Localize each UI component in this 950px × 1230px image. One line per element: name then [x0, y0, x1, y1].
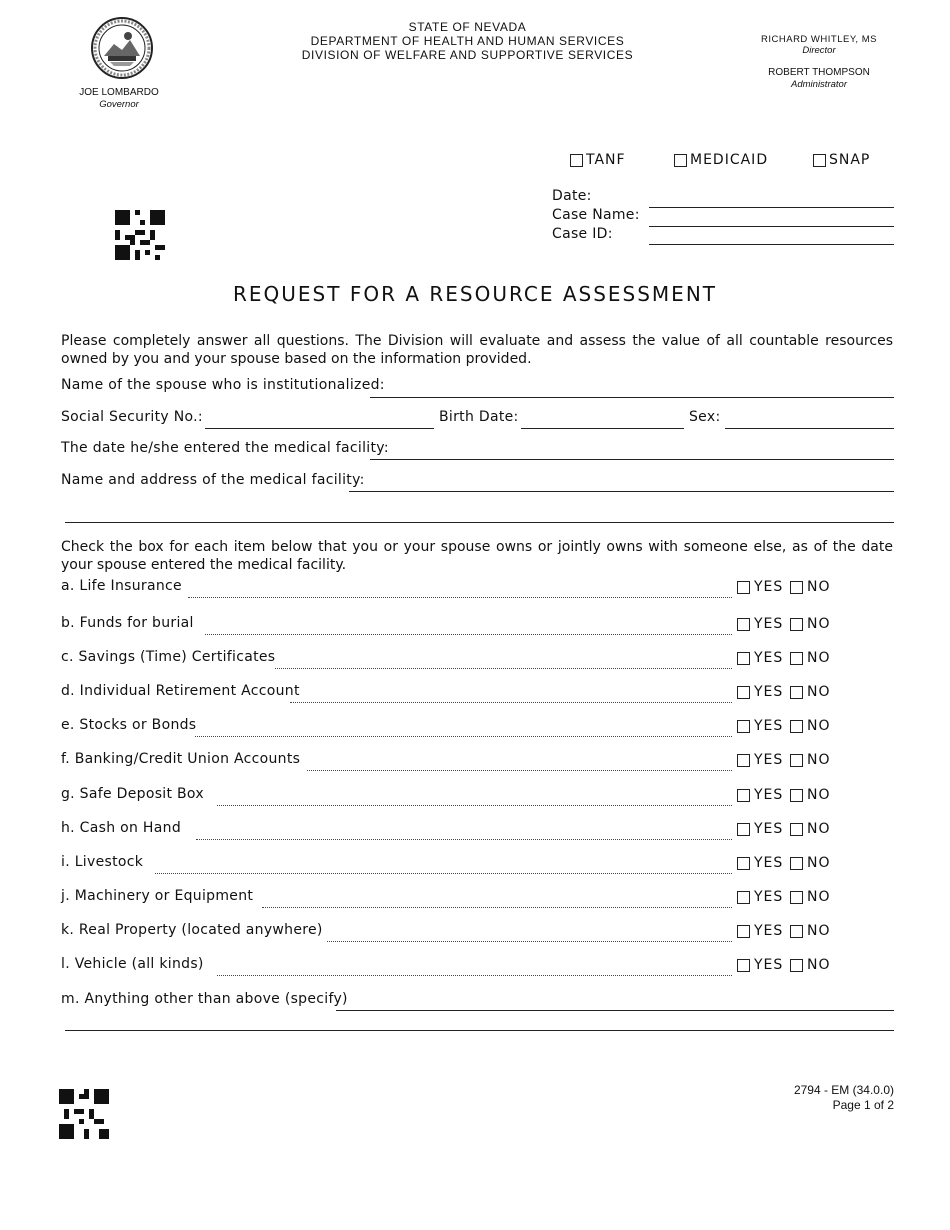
- yes-no-group: [737, 718, 831, 734]
- yes-no-group: [737, 752, 831, 768]
- yes-checkbox[interactable]: [737, 720, 750, 733]
- no-label: NO: [807, 855, 831, 871]
- other-item-field-line2[interactable]: [65, 1030, 894, 1031]
- sex-label: Sex:: [689, 409, 721, 425]
- no-checkbox[interactable]: [790, 857, 803, 870]
- resource-item-label: l. Vehicle (all kinds): [61, 956, 204, 972]
- resource-item-label: k. Real Property (located anywhere): [61, 922, 323, 938]
- check-instruction: Check the box for each item below that you or your spouse owns or jointly owns with someone else, as of the date your spouse entered the medical facility.: [61, 539, 893, 573]
- leader-dots: [188, 597, 732, 598]
- no-checkbox[interactable]: [790, 925, 803, 938]
- yes-no-group: [737, 923, 831, 939]
- yes-no-group: [737, 650, 831, 666]
- leader-dots: [290, 702, 732, 703]
- ssn-label: Social Security No.:: [61, 409, 203, 425]
- no-label: NO: [807, 923, 831, 939]
- yes-checkbox[interactable]: [737, 823, 750, 836]
- case-id-field[interactable]: [649, 244, 894, 245]
- leader-dots: [217, 975, 732, 976]
- birth-date-field[interactable]: [521, 428, 684, 429]
- resource-item-label: f. Banking/Credit Union Accounts: [61, 751, 301, 767]
- other-item-label: m. Anything other than above (specify): [61, 991, 348, 1007]
- medicaid-label: MEDICAID: [690, 152, 769, 168]
- form-number: 2794 - EM (34.0.0): [793, 1083, 894, 1097]
- entered-date-label: The date he/she entered the medical facility:: [61, 440, 389, 456]
- no-label: NO: [807, 957, 831, 973]
- no-label: NO: [807, 718, 831, 734]
- sex-field[interactable]: [725, 428, 894, 429]
- case-name-label: Case Name:: [552, 207, 640, 223]
- resource-item-label: h. Cash on Hand: [61, 820, 181, 836]
- date-label: Date:: [552, 188, 592, 204]
- yes-no-group: [737, 855, 831, 871]
- facility-field[interactable]: [349, 491, 894, 492]
- resource-item-label: b. Funds for burial: [61, 615, 194, 631]
- yes-no-group: [737, 957, 831, 973]
- yes-label: YES: [754, 718, 784, 734]
- program-snap[interactable]: [813, 152, 870, 168]
- qr-code-footer-icon: [59, 1089, 109, 1139]
- no-label: NO: [807, 579, 831, 595]
- no-checkbox[interactable]: [790, 959, 803, 972]
- form-title: REQUEST FOR A RESOURCE ASSESSMENT: [233, 282, 717, 306]
- division-name: DIVISION OF WELFARE AND SUPPORTIVE SERVICES: [301, 48, 634, 62]
- birth-date-label: Birth Date:: [439, 409, 519, 425]
- director-title: Director: [802, 45, 836, 56]
- yes-no-group: [737, 684, 831, 700]
- no-checkbox[interactable]: [790, 720, 803, 733]
- facility-label: Name and address of the medical facility:: [61, 472, 365, 488]
- leader-dots: [262, 907, 732, 908]
- intro-text: Please completely answer all questions. The Division will evaluate and assess the value of all countable resources owned by you and your spouse based on the information provided.: [61, 333, 893, 367]
- case-id-label: Case ID:: [552, 226, 613, 242]
- yes-no-group: [737, 889, 831, 905]
- qr-code-icon: [115, 210, 165, 260]
- governor-title: Governor: [99, 99, 139, 110]
- yes-checkbox[interactable]: [737, 581, 750, 594]
- spouse-name-field[interactable]: [370, 397, 894, 398]
- date-field[interactable]: [649, 207, 894, 208]
- no-label: NO: [807, 787, 831, 803]
- yes-checkbox[interactable]: [737, 754, 750, 767]
- page-number: Page 1 of 2: [832, 1098, 894, 1112]
- resource-item-label: d. Individual Retirement Account: [61, 683, 300, 699]
- yes-label: YES: [754, 923, 784, 939]
- resource-item-label: i. Livestock: [61, 854, 144, 870]
- no-label: NO: [807, 616, 831, 632]
- no-checkbox[interactable]: [790, 789, 803, 802]
- yes-checkbox[interactable]: [737, 857, 750, 870]
- yes-checkbox[interactable]: [737, 618, 750, 631]
- resource-item-label: a. Life Insurance: [61, 578, 182, 594]
- yes-label: YES: [754, 787, 784, 803]
- yes-no-group: [737, 616, 831, 632]
- ssn-field[interactable]: [205, 428, 434, 429]
- no-checkbox[interactable]: [790, 754, 803, 767]
- facility-field-line2[interactable]: [65, 522, 894, 523]
- leader-dots: [275, 668, 732, 669]
- yes-label: YES: [754, 650, 784, 666]
- case-name-field[interactable]: [649, 226, 894, 227]
- leader-dots: [196, 839, 732, 840]
- no-label: NO: [807, 889, 831, 905]
- no-checkbox[interactable]: [790, 686, 803, 699]
- no-label: NO: [807, 650, 831, 666]
- yes-label: YES: [754, 957, 784, 973]
- no-label: NO: [807, 752, 831, 768]
- yes-no-group: [737, 787, 831, 803]
- yes-no-group: [737, 579, 831, 595]
- no-checkbox[interactable]: [790, 652, 803, 665]
- administrator-title: Administrator: [791, 79, 847, 90]
- yes-label: YES: [754, 616, 784, 632]
- yes-label: YES: [754, 855, 784, 871]
- tanf-label: TANF: [586, 152, 626, 168]
- no-checkbox[interactable]: [790, 823, 803, 836]
- yes-checkbox[interactable]: [737, 891, 750, 904]
- no-checkbox[interactable]: [790, 618, 803, 631]
- yes-no-group: [737, 821, 831, 837]
- governor-name: JOE LOMBARDO: [79, 87, 159, 98]
- resource-item-label: g. Safe Deposit Box: [61, 786, 204, 802]
- spouse-name-label: Name of the spouse who is institutionalized:: [61, 377, 385, 393]
- snap-checkbox[interactable]: [813, 154, 826, 167]
- yes-checkbox[interactable]: [737, 959, 750, 972]
- leader-dots: [327, 941, 732, 942]
- state-name: STATE OF NEVADA: [408, 20, 527, 34]
- snap-label: SNAP: [829, 152, 871, 168]
- yes-label: YES: [754, 889, 784, 905]
- administrator-name: ROBERT THOMPSON: [768, 67, 870, 78]
- yes-checkbox[interactable]: [737, 925, 750, 938]
- form-footer: [794, 1083, 894, 1113]
- other-item-field[interactable]: [336, 1010, 894, 1011]
- resource-item-label: e. Stocks or Bonds: [61, 717, 197, 733]
- yes-label: YES: [754, 579, 784, 595]
- resource-item-label: j. Machinery or Equipment: [61, 888, 254, 904]
- leader-dots: [217, 805, 732, 806]
- leader-dots: [205, 634, 732, 635]
- no-label: NO: [807, 684, 831, 700]
- director-name: RICHARD WHITLEY, MS: [761, 34, 877, 45]
- yes-label: YES: [754, 752, 784, 768]
- program-tanf[interactable]: [570, 152, 626, 168]
- resource-item-label: c. Savings (Time) Certificates: [61, 649, 276, 665]
- medicaid-checkbox[interactable]: [674, 154, 687, 167]
- leader-dots: [155, 873, 732, 874]
- entered-date-field[interactable]: [370, 459, 894, 460]
- department-name: DEPARTMENT OF HEALTH AND HUMAN SERVICES: [310, 34, 625, 48]
- program-medicaid[interactable]: [674, 152, 768, 168]
- state-seal: [90, 16, 154, 80]
- yes-checkbox[interactable]: [737, 686, 750, 699]
- leader-dots: [307, 770, 732, 771]
- yes-label: YES: [754, 684, 784, 700]
- yes-label: YES: [754, 821, 784, 837]
- no-label: NO: [807, 821, 831, 837]
- leader-dots: [195, 736, 732, 737]
- no-checkbox[interactable]: [790, 891, 803, 904]
- yes-checkbox[interactable]: [737, 652, 750, 665]
- no-checkbox[interactable]: [790, 581, 803, 594]
- yes-checkbox[interactable]: [737, 789, 750, 802]
- tanf-checkbox[interactable]: [570, 154, 583, 167]
- agency-header: [300, 20, 635, 62]
